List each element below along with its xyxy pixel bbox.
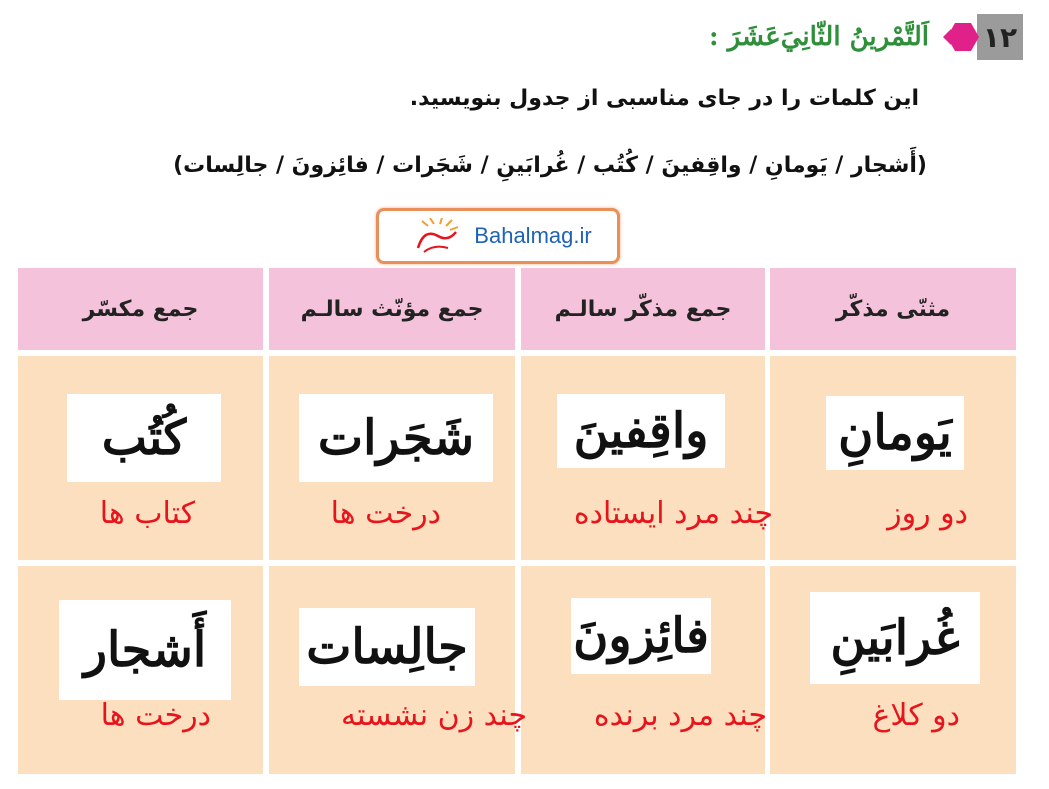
site-logo: [376, 208, 620, 264]
header-cell-sound-feminine-plural: [269, 268, 515, 350]
table-cell: [770, 356, 1016, 560]
header-cell-dual-masculine: [770, 268, 1016, 350]
answer-word: شَجَرات: [299, 394, 493, 482]
logo-mark-icon: [404, 218, 468, 254]
table-cell: [521, 356, 773, 560]
table-cell: [269, 566, 527, 774]
table-cell: [18, 566, 263, 774]
table-cell: [18, 356, 263, 560]
header-cell-broken-plural: [18, 268, 263, 350]
answer-translation: درخت ها: [330, 496, 441, 531]
answer-translation: درخت ها: [100, 698, 211, 733]
word-list: (أَشجار / يَومانِ / واقِفينَ / كُتُب / غُرابَينِ / شَجَرات / فائِزونَ / جالِسات): [173, 153, 927, 178]
flower-badge-icon: [943, 17, 979, 57]
header-label: جمع مكسّر: [82, 296, 199, 322]
table-cell: [770, 566, 1016, 774]
header-label: مثنّى مذكّر: [835, 296, 951, 322]
table-cell: [269, 356, 515, 560]
answer-word: أَشجار: [59, 600, 231, 700]
answer-translation: کتاب ها: [99, 496, 195, 531]
exercise-header: [709, 14, 1023, 60]
answer-word: يَومانِ: [826, 396, 964, 470]
header-label: جمع مؤنّث سالـم: [300, 296, 484, 322]
table-cell: [521, 566, 765, 774]
answer-translation: چند زن نشسته: [341, 698, 527, 733]
answer-translation: دو کلاغ: [872, 698, 960, 733]
answer-word: كُتُب: [67, 394, 221, 482]
classification-table: [18, 268, 1016, 774]
exercise-number: ۱۲: [977, 14, 1023, 60]
answer-translation: چند مرد برنده: [593, 698, 767, 733]
answer-translation: چند مرد ایستاده: [573, 496, 773, 531]
answer-translation: دو روز: [887, 496, 968, 531]
instruction-text: این کلمات را در جای مناسبی از جدول بنویسید.: [409, 86, 919, 111]
header-label: جمع مذكّر سالـم: [554, 296, 732, 322]
header-cell-sound-masculine-plural: [521, 268, 765, 350]
logo-text: Bahalmag.ir: [474, 223, 592, 248]
exercise-title: اَلتَّمْرينُ الثّانِيَ‌عَشَرَ :: [709, 22, 929, 52]
answer-word: فائِزونَ: [571, 598, 711, 674]
answer-word: واقِفينَ: [557, 394, 725, 468]
answer-word: غُرابَينِ: [810, 592, 980, 684]
answer-word: جالِسات: [299, 608, 475, 686]
